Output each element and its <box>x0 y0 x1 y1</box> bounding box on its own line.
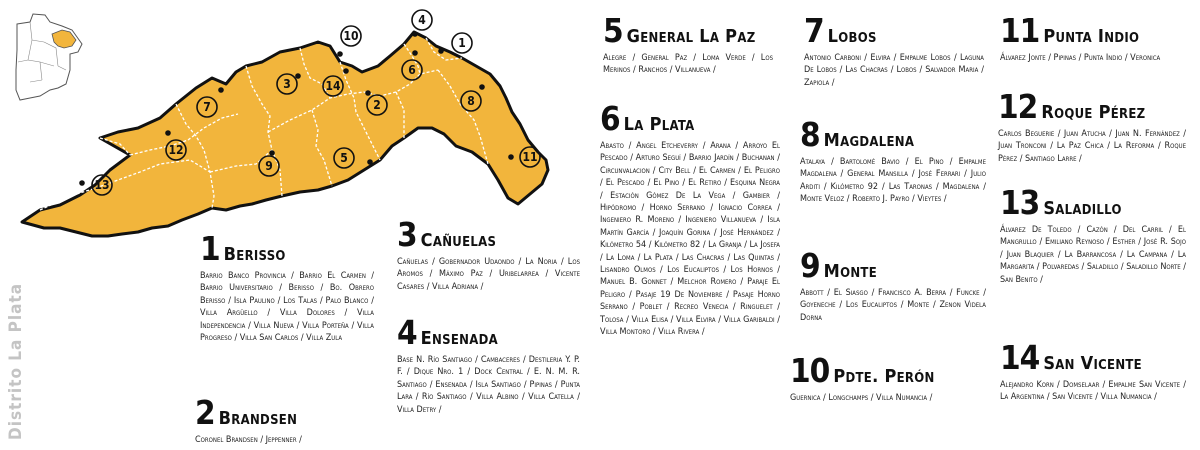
legend-entry-heading <box>603 11 773 50</box>
marker-number-1: 1 <box>458 36 466 51</box>
legend-entry-localities: Coronel Brandsen / Jeppenner / <box>195 435 302 445</box>
marker-number-3: 3 <box>283 77 291 92</box>
vertical-side-title: Distrito La Plata <box>6 282 26 440</box>
legend-entry-9 <box>800 246 986 324</box>
map-marker-1 <box>438 33 472 54</box>
legend-entry-localities: Alejandro Korn / Domselaar / Empalme San Vicente / La Argentina / San Vicente / Villa Numancia / <box>1000 380 1186 403</box>
legend-entry-10 <box>790 351 986 404</box>
legend-entry-localities: Carlos Beguerie / Juan Atucha / Juan N. Fernández / Juan Tronconi / La Paz Chica / La Reforma / Roque Pérez / Santiago Larre / <box>998 129 1186 164</box>
legend-entry-heading <box>397 215 580 254</box>
marker-number-8: 8 <box>467 94 475 109</box>
locality-dot-7 <box>218 87 224 93</box>
legend-entry-number: 3 <box>397 215 417 254</box>
locality-dot-4 <box>412 31 418 37</box>
locality-dot-3 <box>295 73 301 79</box>
legend-entry-13 <box>1000 183 1186 286</box>
legend-entry-name: La Plata <box>623 114 695 135</box>
legend-entry-heading <box>200 229 374 268</box>
legend-entry-name: General La Paz <box>626 26 756 47</box>
legend-entry-heading <box>1000 183 1186 222</box>
legend-entry-heading <box>998 87 1186 126</box>
marker-number-4: 4 <box>418 13 426 28</box>
legend-entry-number: 6 <box>600 99 620 138</box>
legend-entry-1 <box>200 229 374 344</box>
marker-number-2: 2 <box>373 98 381 113</box>
locality-dot-13 <box>79 180 85 186</box>
marker-number-6: 6 <box>408 63 416 78</box>
legend-entry-5 <box>603 11 773 77</box>
legend-entry-number: 7 <box>804 11 824 50</box>
legend-entry-heading <box>790 351 986 390</box>
legend-entry-name: Lobos <box>827 26 877 47</box>
locality-dot-9 <box>269 150 275 156</box>
marker-number-11: 11 <box>522 150 538 165</box>
map-marker-4 <box>412 10 432 37</box>
locality-dot-10 <box>337 51 343 57</box>
legend-entry-localities: Álvarez De Toledo / Cazón / Del Carril / El Mangrullo / Emiliano Reynoso / Esther / José R. Sojo / Juan Blaquier / La Barrancosa / La Campana / La Margarita / Polvaredas / Saladillo / Saladillo Norte / San Benito / <box>1000 225 1186 285</box>
legend-entry-localities: Cañuelas / Gobernador Udaondo / La Noria / Los Aromos / Máximo Paz / Uribelarrea / Vicente Casares / Villa Adriana / <box>397 257 580 292</box>
legend-entry-localities: Base N. Río Santiago / Cambaceres / Destileria Y. P. F. / Dique Nro. 1 / Dock Central / E. N. M. R. Santiago / Ensenada / Isla Santiago / Pipinas / Punta Lara / Río Santiago / Villa Albino / Villa Catella / Villa Detry / <box>397 355 580 415</box>
locality-dot-14 <box>343 68 349 74</box>
locality-dot-8 <box>479 84 485 90</box>
legend-entry-name: Ensenada <box>420 328 498 349</box>
legend-entry-name: Roque Pérez <box>1041 102 1146 123</box>
legend-entry-heading <box>1000 338 1186 377</box>
locality-dot-12 <box>165 130 171 136</box>
locator-province-outline <box>16 14 82 100</box>
legend-entry-localities: Álvarez Jonte / Pipinas / Punta Indio / Veronica <box>1000 53 1161 63</box>
legend-entry-number: 9 <box>800 246 820 285</box>
legend-entry-heading <box>800 115 986 154</box>
legend-entry-localities: Abasto / Angel Etcheverry / Arana / Arroyo El Pescado / Arturo Seguí / Barrio Jardín / Buchanan / Circunvalacion / City Bell / El Carmen / El Peligro / El Pescado / El Pino / El Retiro / Esquina Negra / Estación Gómez De La Vega / Gambier / Hipódromo / Horno Serrano / Ignacio Correa / Ingeniero R. Moreno / Ingeniero Villanueva / Isla Martín García / Joaquín Gorina / José Hernández / Kilómetro 54 / Kilómetro 82 / La Granja / La Josefa / La Loma / La Plata / Las Chacras / Las Quintas / Lisandro Olmos / Los Eucaliptos / Los Hornos / Manuel B. Gonnet / Melchor Romero / Paraje El Peligro / Pasaje 19 De Noviembre / Pasaje Horno Serrano / Poblet / Recreo Venecia / Ringuelet / Tolosa / Villa Elisa / Villa Elvira / Villa Garibaldi / Villa Montoro / Villa Rivera / <box>600 141 780 338</box>
legend-entry-localities: Alegre / General Paz / Loma Verde / Los Merinos / Ranchos / Villanueva / <box>603 53 773 76</box>
legend-entry-localities: Abbott / El Siasgo / Francisco A. Berra / Funcke / Goyeneche / Los Eucaliptos / Monte / Zenon Videla Dorna <box>800 288 986 323</box>
legend-entry-heading <box>397 313 580 352</box>
legend-entry-localities: Atalaya / Bartolomé Bavio / El Pino / Empalme Magdalena / General Mansilla / José Ferrari / Julio Arditi / Kilómetro 92 / Las Taronas / Magdalena / Monte Veloz / Roberto J. Payro / Vieytes / <box>800 157 986 205</box>
legend-entry-heading <box>195 393 375 432</box>
legend-entry-number: 4 <box>397 313 417 352</box>
legend-entry-heading <box>804 11 984 50</box>
legend-entry-6 <box>600 99 780 339</box>
legend-entry-14 <box>1000 338 1186 404</box>
legend-entry-2 <box>195 393 375 446</box>
legend-entry-number: 8 <box>800 115 820 154</box>
marker-number-10: 10 <box>343 29 359 44</box>
legend-entry-number: 2 <box>195 393 215 432</box>
map-marker-10 <box>337 26 361 57</box>
legend-entry-name: Pdte. Perón <box>833 366 935 387</box>
legend-entry-11 <box>1000 11 1186 64</box>
legend-entry-name: Monte <box>823 261 877 282</box>
legend-entry-localities: Guernica / Longchamps / Villa Numancia / <box>790 393 933 403</box>
legend-entry-number: 5 <box>603 11 623 50</box>
marker-number-5: 5 <box>340 151 348 166</box>
district-outline <box>22 32 548 236</box>
legend-entry-8 <box>800 115 986 206</box>
legend-entry-name: Brandsen <box>218 408 298 429</box>
legend-entry-heading <box>600 99 780 138</box>
legend-entry-number: 13 <box>1000 183 1040 222</box>
legend-entry-12 <box>998 87 1186 165</box>
legend-entry-4 <box>397 313 580 416</box>
legend-entry-name: San Vicente <box>1043 353 1142 374</box>
legend-entry-number: 12 <box>998 87 1038 126</box>
legend-entry-heading <box>1000 11 1186 50</box>
legend-entry-number: 14 <box>1000 338 1040 377</box>
legend-entry-number: 10 <box>790 351 830 390</box>
legend-entry-localities: Barrio Banco Provincia / Barrio El Carmen / Barrio Universitario / Berisso / Bo. Obrero Berisso / Isla Paulino / Los Talas / Palo Blanco / Villa Argüello / Villa Dolores / Villa Independencia / Villa Nueva / Villa Porteña / Villa Progreso / Villa San Carlos / Villa Zula <box>200 271 374 344</box>
marker-number-7: 7 <box>203 100 211 115</box>
legend-entry-3 <box>397 215 580 293</box>
legend-entry-heading <box>800 246 986 285</box>
marker-number-13: 13 <box>94 178 110 193</box>
locator-map <box>16 14 82 100</box>
locality-dot-11 <box>508 154 514 160</box>
legend-entry-name: Punta Indio <box>1043 26 1140 47</box>
marker-number-12: 12 <box>168 143 184 158</box>
legend-entry-number: 11 <box>1000 11 1040 50</box>
marker-number-9: 9 <box>265 159 273 174</box>
locality-dot-5 <box>367 159 373 165</box>
legend-entry-name: Saladillo <box>1043 198 1122 219</box>
locality-dot-2 <box>365 90 371 96</box>
locality-dot-1 <box>438 48 444 54</box>
marker-number-14: 14 <box>325 79 341 94</box>
legend-entry-number: 1 <box>200 229 220 268</box>
legend-entry-localities: Antonio Carboni / Elvira / Empalme Lobos / Laguna De Lobos / Las Chacras / Lobos / Salvador Maria / Zapiola / <box>804 53 984 88</box>
legend-entry-name: Berisso <box>223 244 286 265</box>
locality-dot-6 <box>412 50 418 56</box>
legend-entry-name: Cañuelas <box>420 230 497 251</box>
legend-entry-name: Magdalena <box>823 130 915 151</box>
legend-entry-7 <box>804 11 984 89</box>
